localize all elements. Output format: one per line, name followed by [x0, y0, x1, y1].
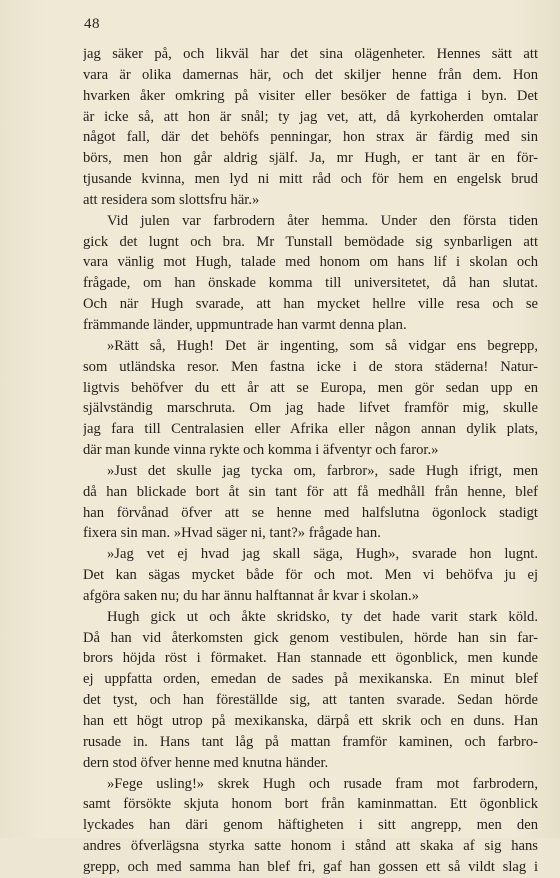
- text-line: Och när Hugh svarade, att han mycket hellre ville resa och se: [83, 296, 538, 313]
- text-line: att residera som slottsfru här.»: [83, 191, 260, 208]
- text-line: börs, men hon går aldrig själf. Ja, mr Hugh, er tant är en för-: [83, 150, 538, 167]
- text-line: dern stod öfver henne med knutna händer.: [83, 754, 329, 771]
- text-line: främmande länder, uppmuntrade han varmt denna plan.: [83, 316, 407, 333]
- text-line: Hugh gick ut och åkte skridsko, ty det hade varit stark köld.: [107, 608, 538, 625]
- text-line: tjusande kvinna, men lyd ni mitt råd och för hem en engelsk brud: [83, 171, 538, 188]
- text-line: hvarken åker omkring på visiter eller besöker de fattiga i byn. Det: [83, 87, 538, 104]
- text-line: »Just det skulle jag tycka om, farbror», sade Hugh ifrigt, men: [107, 462, 538, 479]
- text-line: där man kunde vinna rykte och komma i äfventyr och faror.»: [83, 442, 439, 459]
- text-line: då han blickade bort åt sin tant för att få medhåll från henne, blef: [83, 483, 538, 500]
- body-text: [83, 44, 538, 878]
- text-line: vara är olika damernas här, och det skiljer henne från dem. Hon: [83, 66, 538, 83]
- text-line: jag säker på, och likväl har det sina olägenheter. Hennes sätt att: [83, 46, 538, 62]
- text-line: gick det lugnt och bra. Mr Tunstall bemödade sig synbarligen att: [83, 233, 538, 250]
- text-line: lyckades han däri genom häftigheten i sitt angrepp, men den: [83, 817, 538, 834]
- text-line: ej uppfatta orden, emedan de sades på mexikanska. En minut blef: [83, 671, 538, 688]
- text-line: »Fege usling!» skrek Hugh och rusade fram mot farbrodern,: [107, 775, 538, 792]
- text-line: »Jag vet ej hvad jag skall säga, Hugh», svarade hon lugnt.: [107, 546, 538, 563]
- text-line: jag fara till Centralasien eller Afrika eller någon annan dylik plats,: [83, 421, 538, 438]
- text-line: frågade, om han önskade komma till universitetet, då han slutat.: [83, 275, 538, 292]
- text-line: Då han vid återkomsten gick genom vestibulen, hörde han sin far-: [83, 629, 538, 646]
- text-line: Det kan sägas mycket både för och mot. Men vi behöfva ju ej: [83, 567, 538, 584]
- text-line: ligtvis behöfver du ett år att se Europa, men gör sedan upp en: [83, 379, 538, 396]
- text-line: samt försökte skjuta honom bort från kaminmattan. Ett ögonblick: [83, 796, 538, 813]
- text-line: han ett högt utrop på mexikanska, därpå ett skrik och en duns. Han: [83, 713, 538, 729]
- text-line: afgöra saken nu; du har ännu halftannat år kvar i skolan.»: [83, 587, 419, 604]
- text-line: brors höjda röst i förmaket. Han stannade ett ögonblick, men kunde: [83, 650, 538, 667]
- text-line: som utländska resor. Men fastna icke i de stora städerna! Natur-: [83, 358, 538, 375]
- text-line: rusade in. Hans tant låg på mattan framför kaminen, och farbro-: [83, 733, 538, 750]
- text-line: något fall, där det behöfs penningar, hon strax är färdig med sin: [83, 129, 538, 146]
- text-line: han förvånad öfver att se henne med halfslutna ögonlock stadigt: [83, 504, 538, 521]
- text-line: fixera sin man. »Hvad säger ni, tant?» frågade han.: [83, 525, 381, 542]
- text-line: grepp, och med samma han blef fri, gaf han gossen ett så vildt slag i: [83, 858, 538, 875]
- text-line: självständig marschruta. Om jag hade lifvet framför mig, skulle: [83, 400, 538, 417]
- text-line: är icke så, att hon är snål; ty jag vet, att, då kyrkoherden omtalar: [83, 108, 538, 125]
- text-line: vara vänlig mot Hugh, talade med honom om hans lif i skolan och: [83, 254, 538, 271]
- text-line: Vid julen var farbrodern åter hemma. Under den första tiden: [107, 212, 538, 229]
- text-line: andres öfverlägsna styrka satte honom i stånd att skaka af sig hans: [83, 838, 538, 855]
- page-number: 48: [84, 16, 100, 32]
- text-line: »Rätt så, Hugh! Det är ingenting, som så vidgar ens begrepp,: [107, 337, 538, 354]
- text-line: det tyst, och han föreställde sig, att tanten svarade. Sedan hörde: [83, 692, 538, 709]
